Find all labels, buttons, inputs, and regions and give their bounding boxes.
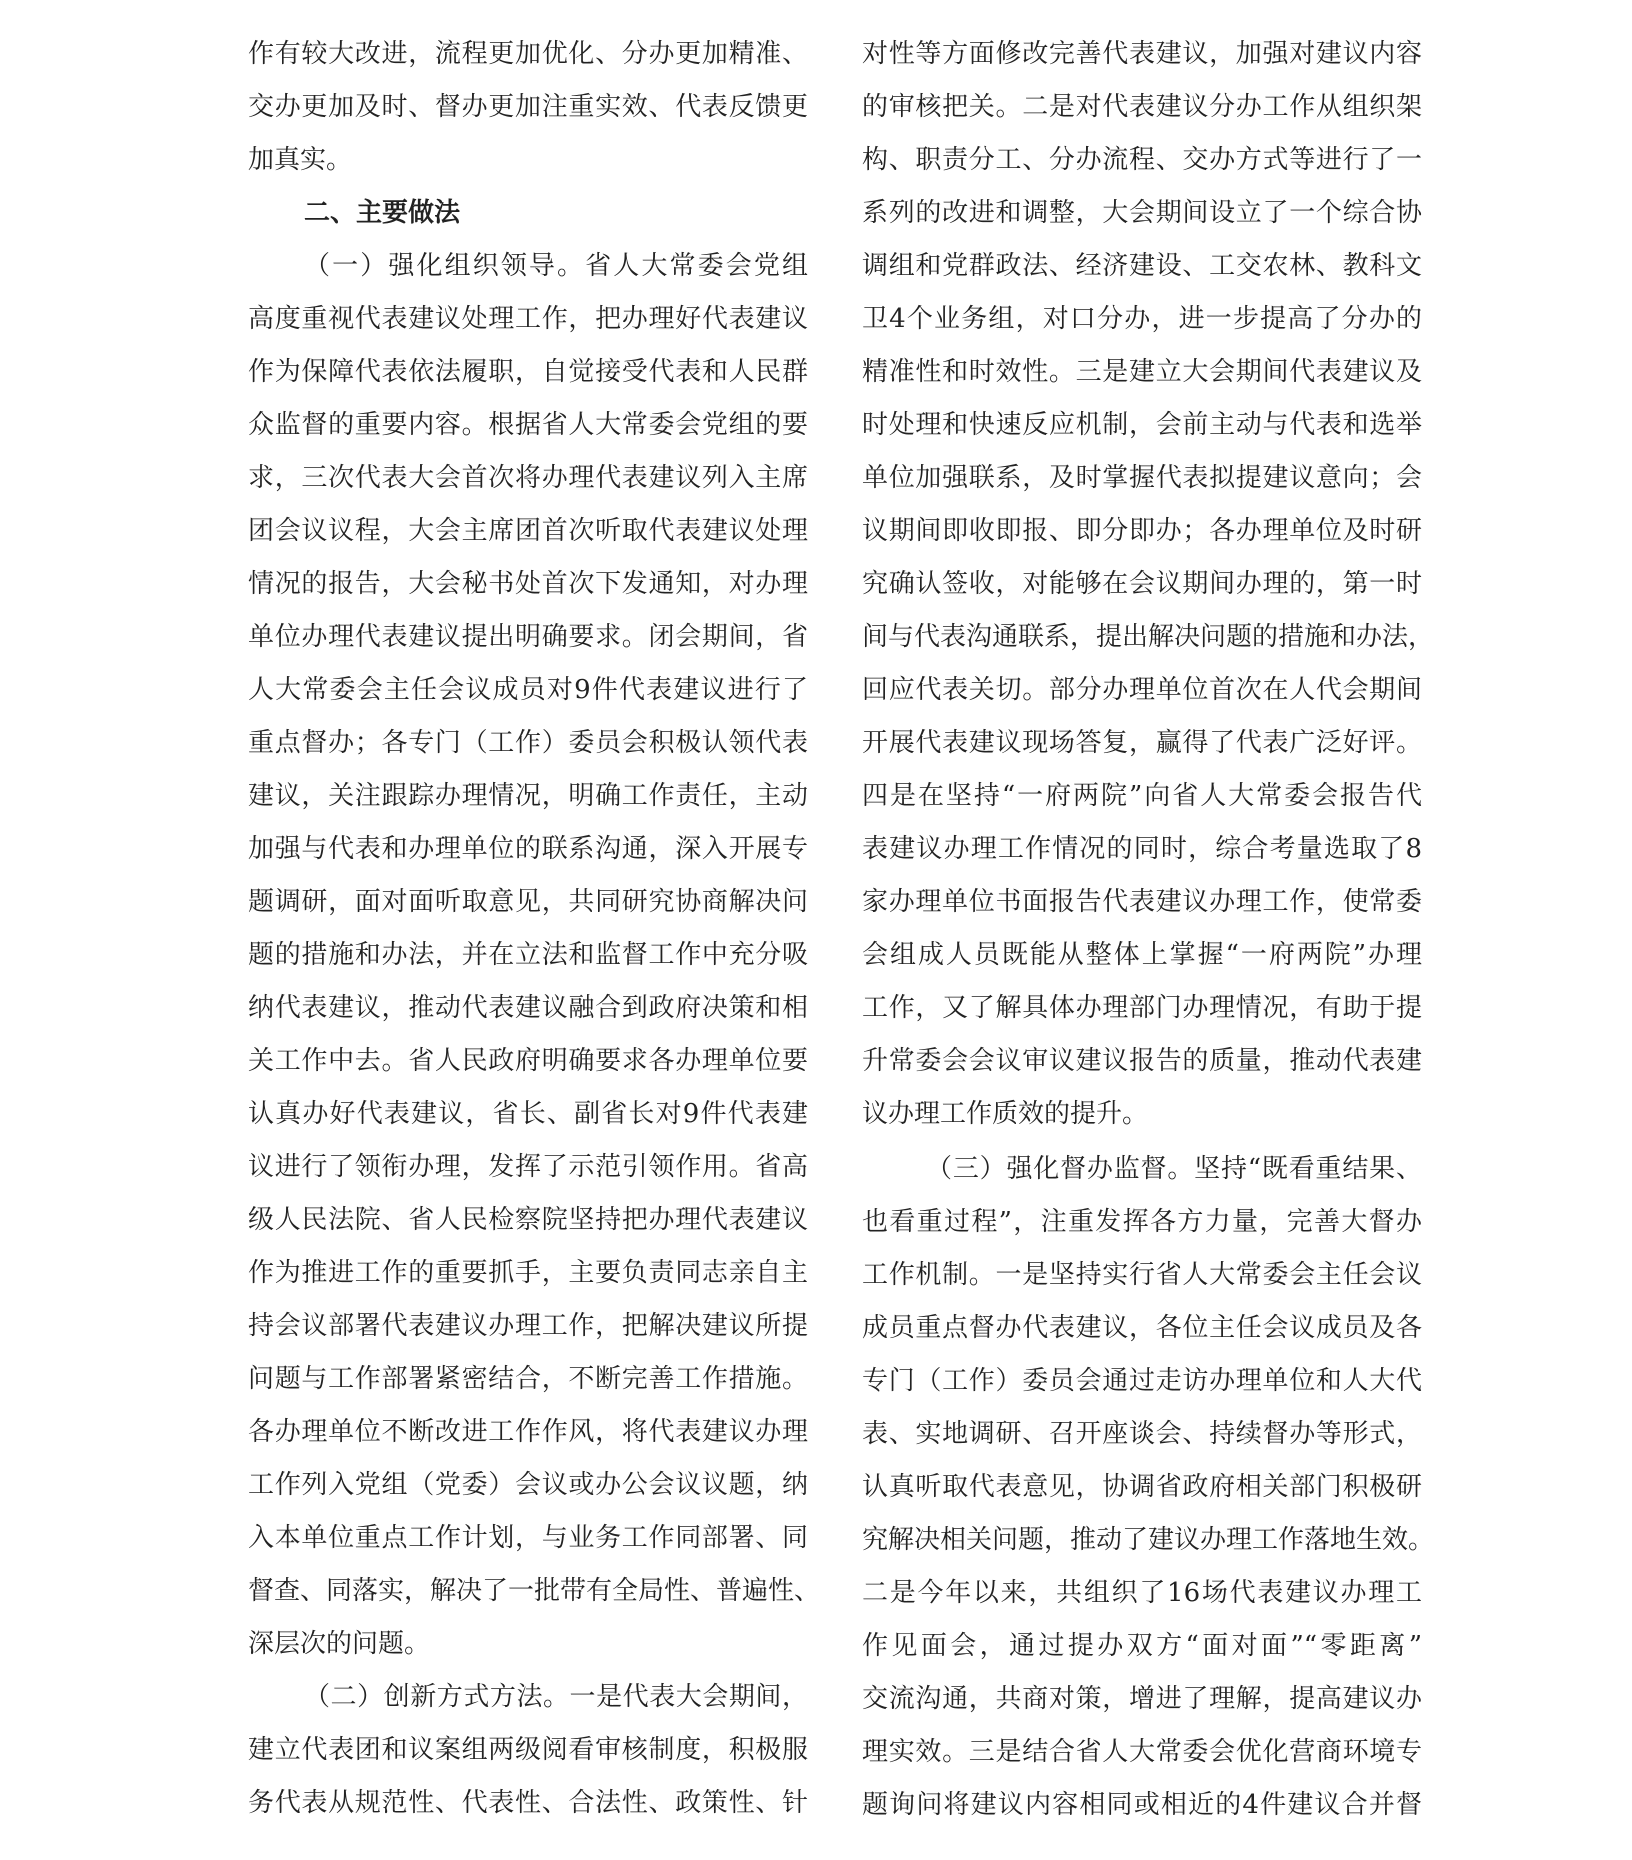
text-line: 作有较大改进，流程更加优化、分办更加精准、 <box>248 39 808 69</box>
left-column <box>248 28 821 1830</box>
text-line: 构、职责分工、分办流程、交办方式等进行了一 <box>862 145 1422 175</box>
text-line: 作为推进工作的重要抓手，主要负责同志亲自主 <box>248 1258 808 1288</box>
text-line: （一）强化组织领导。省人大常委会党组 <box>304 251 808 281</box>
text-line: 回应代表关切。部分办理单位首次在人代会期间 <box>862 675 1422 705</box>
text-line: 二是今年以来，共组织了16场代表建议办理工 <box>862 1578 1422 1608</box>
text-line: 成员重点督办代表建议，各位主任会议成员及各 <box>862 1313 1422 1343</box>
text-line: 卫4个业务组，对口分办，进一步提高了分办的 <box>862 304 1422 334</box>
text-line: 交办更加及时、督办更加注重实效、代表反馈更 <box>248 92 808 122</box>
right-column <box>862 28 1435 1832</box>
text-line: 对性等方面修改完善代表建议，加强对建议内容 <box>862 39 1422 69</box>
text-line: 题调研，面对面听取意见，共同研究协商解决问 <box>248 887 808 917</box>
text-line: 人大常委会主任会议成员对9件代表建议进行了 <box>248 675 808 705</box>
text-line: 深层次的问题。 <box>248 1629 431 1659</box>
text-line: 作为保障代表依法履职，自觉接受代表和人民群 <box>248 357 808 387</box>
text-line: 议期间即收即报、即分即办；各办理单位及时研 <box>862 516 1422 546</box>
text-line: 开展代表建议现场答复，赢得了代表广泛好评。 <box>862 728 1422 758</box>
text-line: 加强与代表和办理单位的联系沟通，深入开展专 <box>248 834 808 864</box>
text-line: 单位办理代表建议提出明确要求。闭会期间，省 <box>248 622 808 652</box>
text-line: 也看重过程”，注重发挥各方力量，完善大督办 <box>862 1207 1422 1237</box>
text-line: 家办理单位书面报告代表建议办理工作，使常委 <box>862 887 1422 917</box>
text-line: 交流沟通，共商对策，增进了理解，提高建议办 <box>862 1684 1422 1714</box>
text-line: （三）强化督办监督。坚持“既看重结果、 <box>926 1154 1422 1184</box>
text-line: 高度重视代表建议处理工作，把办理好代表建议 <box>248 304 808 334</box>
text-line: 单位加强联系，及时掌握代表拟提建议意向；会 <box>862 463 1422 493</box>
text-line: 问题与工作部署紧密结合，不断完善工作措施。 <box>248 1364 808 1394</box>
text-line: 会组成人员既能从整体上掌握“一府两院”办理 <box>862 940 1422 970</box>
text-line: （二）创新方式方法。一是代表大会期间， <box>304 1682 808 1712</box>
text-line: 求，三次代表大会首次将办理代表建议列入主席 <box>248 463 808 493</box>
text-line: 入本单位重点工作计划，与业务工作同部署、同 <box>248 1523 808 1553</box>
text-line: 究解决相关问题，推动了建议办理工作落地生效。 <box>862 1525 1435 1555</box>
text-line: 认真办好代表建议，省长、副省长对9件代表建 <box>248 1099 808 1129</box>
text-line: 级人民法院、省人民检察院坚持把办理代表建议 <box>248 1205 808 1235</box>
text-line: 工作，又了解具体办理部门办理情况，有助于提 <box>862 993 1422 1023</box>
text-line: 工作列入党组（党委）会议或办公会议议题，纳 <box>248 1470 808 1500</box>
text-line: 议办理工作质效的提升。 <box>862 1099 1149 1129</box>
text-line: 时处理和快速反应机制，会前主动与代表和选举 <box>862 410 1422 440</box>
text-line: 建立代表团和议案组两级阅看审核制度，积极服 <box>248 1735 808 1765</box>
text-line: 专门（工作）委员会通过走访办理单位和人大代 <box>862 1366 1422 1396</box>
section-heading: 二、主要做法 <box>304 198 461 228</box>
text-line: 重点督办；各专门（工作）委员会积极认领代表 <box>248 728 808 758</box>
text-line: 建议，关注跟踪办理情况，明确工作责任，主动 <box>248 781 808 811</box>
text-line: 议进行了领衔办理，发挥了示范引领作用。省高 <box>248 1152 808 1182</box>
text-line: 务代表从规范性、代表性、合法性、政策性、针 <box>248 1788 808 1818</box>
text-line: 督查、同落实，解决了一批带有全局性、普遍性、 <box>248 1576 821 1606</box>
text-line: 间与代表沟通联系，提出解决问题的措施和办法， <box>862 622 1435 652</box>
text-line: 作见面会，通过提办双方“面对面”“零距离” <box>862 1631 1422 1661</box>
text-line: 情况的报告，大会秘书处首次下发通知，对办理 <box>248 569 808 599</box>
text-line: 理实效。三是结合省人大常委会优化营商环境专 <box>862 1737 1422 1767</box>
text-line: 团会议议程，大会主席团首次听取代表建议处理 <box>248 516 808 546</box>
text-line: 究确认签收，对能够在会议期间办理的，第一时 <box>862 569 1422 599</box>
text-line: 认真听取代表意见，协调省政府相关部门积极研 <box>862 1472 1422 1502</box>
text-line: 加真实。 <box>248 145 353 175</box>
text-line: 表、实地调研、召开座谈会、持续督办等形式， <box>862 1419 1422 1449</box>
text-line: 系列的改进和调整，大会期间设立了一个综合协 <box>862 198 1422 228</box>
text-line: 关工作中去。省人民政府明确要求各办理单位要 <box>248 1046 808 1076</box>
text-line: 题询问将建议内容相同或相近的4件建议合并督 <box>862 1790 1422 1820</box>
text-line: 纳代表建议，推动代表建议融合到政府决策和相 <box>248 993 808 1023</box>
text-line: 精准性和时效性。三是建立大会期间代表建议及 <box>862 357 1422 387</box>
text-line: 表建议办理工作情况的同时，综合考量选取了8 <box>862 834 1422 864</box>
text-line: 的审核把关。二是对代表建议分办工作从组织架 <box>862 92 1422 122</box>
text-line: 题的措施和办法，并在立法和监督工作中充分吸 <box>248 940 808 970</box>
text-line: 众监督的重要内容。根据省人大常委会党组的要 <box>248 410 808 440</box>
text-line: 持会议部署代表建议办理工作，把解决建议所提 <box>248 1311 808 1341</box>
text-line: 调组和党群政法、经济建设、工交农林、教科文 <box>862 251 1422 281</box>
text-line: 四是在坚持“一府两院”向省人大常委会报告代 <box>862 781 1422 811</box>
text-line: 升常委会会议审议建议报告的质量，推动代表建 <box>862 1046 1422 1076</box>
text-line: 工作机制。一是坚持实行省人大常委会主任会议 <box>862 1260 1422 1290</box>
text-line: 各办理单位不断改进工作作风，将代表建议办理 <box>248 1417 808 1447</box>
